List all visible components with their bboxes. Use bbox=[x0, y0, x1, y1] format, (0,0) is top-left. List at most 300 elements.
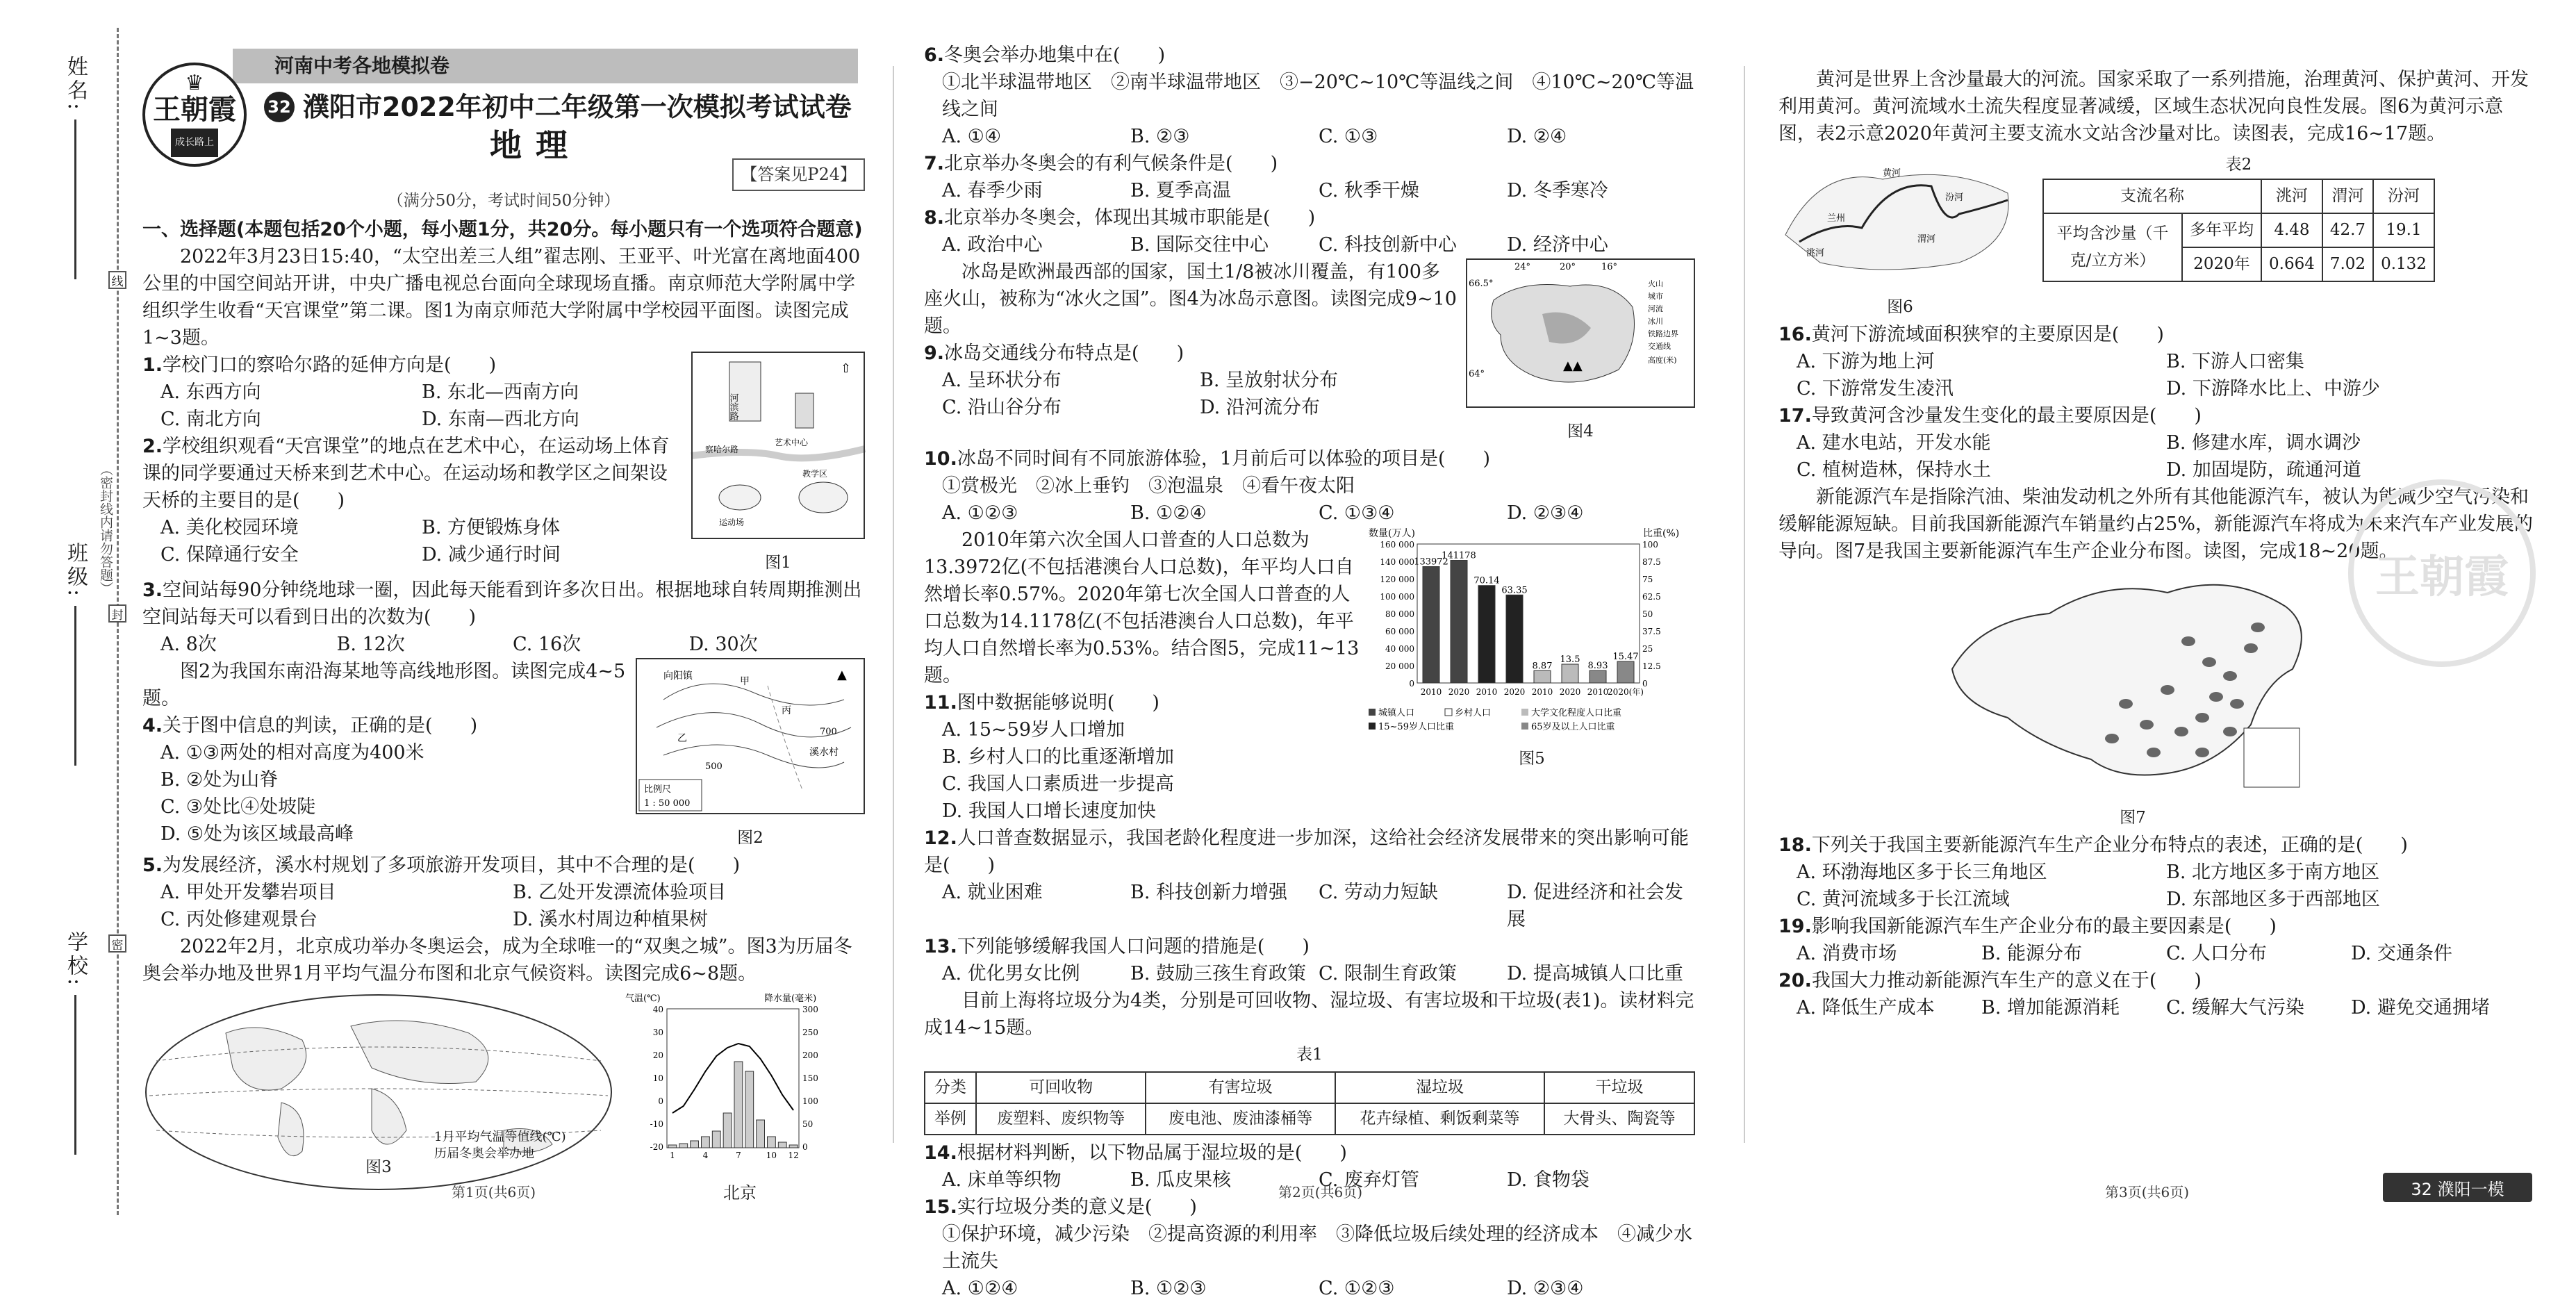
brand-logo bbox=[142, 63, 247, 167]
page-number: 第3页(共6页) bbox=[2105, 1184, 2190, 1201]
svg-text:城镇人口: 城镇人口 bbox=[1378, 708, 1415, 718]
q16-options bbox=[1778, 348, 2536, 402]
page-divider bbox=[1744, 66, 1745, 1143]
q10-items: ①赏极光 ②冰上垂钓 ③泡温泉 ④看午夜太阳 bbox=[942, 475, 1355, 497]
tick-label: 1 bbox=[670, 1151, 675, 1160]
option[interactable]: A. 床单等织物 bbox=[942, 1169, 1062, 1191]
tick-label: 8.87 bbox=[1532, 661, 1553, 672]
precip-bar bbox=[778, 1142, 786, 1148]
precip-ticks bbox=[802, 1005, 818, 1152]
figure-caption: 图1 bbox=[765, 554, 791, 572]
tick-label: 70.14 bbox=[1473, 575, 1500, 586]
option[interactable]: D. ②④ bbox=[1507, 126, 1567, 147]
option[interactable]: B. 增加能源消耗 bbox=[1981, 997, 2120, 1019]
option[interactable]: B. 下游人口密集 bbox=[2166, 351, 2305, 372]
table-cell: 19.1 bbox=[2373, 213, 2434, 247]
table-cell: 干垃圾 bbox=[1544, 1072, 1694, 1103]
factory-dot bbox=[2230, 699, 2244, 709]
factory-dot bbox=[2195, 748, 2209, 757]
tick-label: 133972 bbox=[1414, 557, 1448, 568]
fig1-label: 艺术中心 bbox=[775, 438, 809, 447]
pop-legend bbox=[1369, 707, 1621, 732]
option[interactable]: C. 保障通行安全 bbox=[160, 544, 299, 566]
precip-axis-label: 降水量(毫米) bbox=[764, 994, 817, 1004]
exam-title bbox=[264, 92, 852, 122]
tick-label: 100 000 bbox=[1380, 592, 1414, 602]
option[interactable]: D. ⑤处为该区域最高峰 bbox=[160, 823, 354, 845]
option[interactable]: B. 方便锻炼身体 bbox=[422, 517, 561, 538]
logo-tag: 成长路上 bbox=[171, 129, 218, 157]
fig1-label: 河滨路 bbox=[727, 393, 738, 420]
table-cell: 42.7 bbox=[2322, 213, 2373, 247]
seal-notice: （密封线内请勿答题） bbox=[97, 459, 114, 599]
figure-5 bbox=[1369, 527, 1695, 825]
q15-items: ①保护环境，减少污染 ②提高资源的利用率 ③降低垃圾后续处理的经济成本 ④减少水土流失 bbox=[942, 1223, 1692, 1272]
table-cell: 花卉绿植、剩饭剩菜等 bbox=[1335, 1103, 1544, 1135]
option[interactable]: B. 乡村人口的比重逐渐增加 bbox=[942, 746, 1175, 768]
option[interactable]: A. ①③两处的相对高度为400米 bbox=[160, 742, 424, 764]
q9-10-block bbox=[924, 258, 1695, 445]
option[interactable]: D. 交通条件 bbox=[2351, 943, 2452, 964]
figure-caption: 图5 bbox=[1519, 750, 1545, 768]
factory-dot bbox=[2105, 734, 2119, 743]
score-info: （满分50分，考试时间50分钟） bbox=[387, 192, 620, 210]
option[interactable]: A. ①②④ bbox=[942, 1278, 1018, 1299]
option[interactable]: D. 食物袋 bbox=[1507, 1169, 1590, 1191]
table-caption: 表1 bbox=[1296, 1046, 1323, 1064]
option[interactable]: D. 冬季寒冷 bbox=[1507, 180, 1608, 201]
precip-bar bbox=[768, 1137, 776, 1148]
option[interactable]: D. 东部地区多于西部地区 bbox=[2166, 889, 2380, 910]
option[interactable]: A. 8次 bbox=[160, 634, 217, 655]
volcano-icon: ▲▲ bbox=[1563, 359, 1583, 373]
name-label: 姓名: bbox=[63, 56, 88, 113]
factory-dot bbox=[2195, 713, 2209, 723]
intro-paragraph: 2010年第六次全国人口普查的人口总数为13.3972亿(不包括港澳台人口总数)，年平均人口自然增长率0.57%。2020年第七次全国人口普查的人口总数为14.1178亿(不包括港澳台人口总数)，年平均人口自然增长率为0.53%。结合图5，完成11~13题。 bbox=[924, 529, 1360, 686]
table-row bbox=[2043, 213, 2434, 247]
figure-1 bbox=[691, 352, 865, 577]
option[interactable]: C. 人口分布 bbox=[2166, 943, 2267, 964]
table-cell: 洮河 bbox=[2261, 179, 2322, 213]
fig3-legend-box bbox=[434, 1129, 566, 1162]
factory-dot bbox=[2244, 643, 2258, 653]
figure-4 bbox=[1466, 258, 1695, 445]
tick-label: 0 bbox=[1642, 679, 1648, 689]
option[interactable]: D. ②③④ bbox=[1507, 502, 1584, 524]
option[interactable]: D. 避免交通拥堵 bbox=[2351, 997, 2490, 1019]
month-ticks bbox=[670, 1151, 799, 1160]
tick-label: 40 000 bbox=[1385, 644, 1414, 654]
seal-mark: 线 bbox=[108, 271, 126, 289]
lon-label: 20° bbox=[1560, 262, 1576, 272]
tick-label: 30 bbox=[652, 1028, 663, 1037]
option[interactable]: C. 下游常发生凌汛 bbox=[1797, 378, 1954, 399]
name-blank[interactable] bbox=[74, 120, 76, 279]
population-chart bbox=[1369, 527, 1695, 735]
option[interactable]: A. 政治中心 bbox=[942, 234, 1043, 256]
precip-bar bbox=[668, 1145, 677, 1148]
tick-label: 10 bbox=[766, 1151, 777, 1160]
question-4: 4.关于图中信息的判读，正确的是( ) bbox=[142, 715, 478, 736]
pop-bar bbox=[1590, 670, 1606, 683]
tick-label: 140 000 bbox=[1380, 557, 1414, 567]
factory-dot bbox=[2161, 685, 2174, 695]
q13-options bbox=[924, 960, 1695, 987]
option[interactable]: C. ①③④ bbox=[1319, 502, 1395, 524]
precip-bar bbox=[789, 1145, 798, 1148]
tick-label: 2020 bbox=[1559, 687, 1581, 697]
factory-dot bbox=[2140, 720, 2154, 730]
tick-label: 50 bbox=[1642, 609, 1653, 619]
factory-dot bbox=[2147, 748, 2161, 757]
fig1-label: 运动场 bbox=[719, 518, 745, 527]
option[interactable]: D. 经济中心 bbox=[1507, 234, 1608, 256]
q4-5-block bbox=[142, 658, 865, 852]
option[interactable]: B. 国际交往中心 bbox=[1130, 234, 1269, 256]
option[interactable]: A. 15~59岁人口增加 bbox=[942, 719, 1125, 741]
precip-bar bbox=[679, 1144, 688, 1148]
tick-label: 100 bbox=[1642, 540, 1658, 550]
option[interactable]: C. 植树造林，保持水土 bbox=[1797, 459, 1991, 481]
tick-label: 150 bbox=[802, 1073, 818, 1083]
tick-label: 4 bbox=[702, 1151, 709, 1160]
q2-options bbox=[142, 514, 683, 568]
svg-text:大学文化程度人口比重: 大学文化程度人口比重 bbox=[1531, 708, 1622, 718]
fig6-label: 兰州 bbox=[1827, 213, 1846, 224]
precip-bar bbox=[702, 1137, 710, 1148]
option[interactable]: B. 呈放射状分布 bbox=[1200, 370, 1339, 391]
q19-options bbox=[1778, 940, 2536, 967]
school-field bbox=[40, 931, 110, 1155]
question-2: 2.学校组织观看“天宫课堂”的地点在艺术中心，在运动场上体育课的同学要通过天桥来到艺术中心。在运动场和教学区之间架设天桥的主要目的是( ) bbox=[142, 436, 670, 511]
lon-label: 16° bbox=[1601, 262, 1618, 272]
option[interactable]: D. ②③④ bbox=[1507, 1278, 1584, 1299]
q17-options bbox=[1778, 429, 2536, 484]
page-number: 第2页(共6页) bbox=[1278, 1184, 1363, 1201]
factory-dot bbox=[2202, 657, 2216, 667]
option[interactable]: C. 废弃灯管 bbox=[1319, 1169, 1419, 1191]
tick-label: 80 000 bbox=[1385, 609, 1414, 619]
svg-text:河流: 河流 bbox=[1648, 304, 1663, 313]
option[interactable]: B. ②③ bbox=[1130, 126, 1190, 147]
fig6-table2-block bbox=[1778, 151, 2536, 321]
option[interactable]: A. 降低生产成本 bbox=[1797, 997, 1935, 1019]
section-heading: 一、选择题(本题包括20个小题，每小题1分，共20分。每小题只有一个选项符合题意) bbox=[142, 219, 863, 240]
option[interactable]: D. 沿河流分布 bbox=[1200, 397, 1320, 418]
table-cell: 有害垃圾 bbox=[1146, 1072, 1335, 1103]
fig2-label: 丙 bbox=[782, 705, 791, 716]
intro-paragraph: 冰岛是欧洲最西部的国家，国土1/8被冰川覆盖，有100多座火山，被称为“冰火之国”。图4为冰岛示意图。读图完成9~10题。 bbox=[924, 261, 1457, 337]
q3-options bbox=[142, 631, 865, 658]
contour-map bbox=[636, 658, 865, 814]
pop-x-ticks bbox=[1421, 686, 1644, 697]
pop-bar bbox=[1451, 561, 1467, 683]
temp-axis-label: 气温(℃) bbox=[625, 994, 661, 1004]
option[interactable]: B. 修建水库，调水调沙 bbox=[2166, 432, 2361, 454]
figure-caption: 图6 bbox=[1887, 298, 1913, 316]
question-7: 7.北京举办冬奥会的有利气候条件是( ) bbox=[924, 153, 1278, 174]
option[interactable]: A. ①②③ bbox=[942, 502, 1018, 524]
q18-options bbox=[1778, 859, 2536, 913]
q1-options bbox=[142, 379, 683, 433]
tick-label: 15.47 bbox=[1612, 652, 1639, 663]
option[interactable]: C. ③处比④处坡陡 bbox=[160, 796, 316, 818]
tick-label: 60 000 bbox=[1385, 627, 1414, 636]
option[interactable]: B. 能源分布 bbox=[1981, 943, 2083, 964]
tick-label: 20 bbox=[652, 1050, 663, 1060]
table-cell: 废塑料、废织物等 bbox=[976, 1103, 1146, 1135]
option[interactable]: C. 劳动力短缺 bbox=[1319, 882, 1438, 903]
table-cell: 可回收物 bbox=[976, 1072, 1146, 1103]
table-row bbox=[2043, 179, 2434, 213]
option[interactable]: C. 我国人口素质进一步提高 bbox=[942, 773, 1174, 795]
tick-label: 7 bbox=[736, 1151, 741, 1160]
option[interactable]: A. 呈环状分布 bbox=[942, 370, 1062, 391]
table-cell: 渭河 bbox=[2322, 179, 2373, 213]
table-2 bbox=[2042, 151, 2435, 282]
option[interactable]: B. 夏季高温 bbox=[1130, 180, 1232, 201]
option[interactable]: B. 科技创新力增强 bbox=[1130, 882, 1288, 903]
option[interactable]: A. 甲处开发攀岩项目 bbox=[160, 882, 336, 903]
q1-3-block bbox=[142, 352, 865, 577]
tick-label: 300 bbox=[802, 1005, 818, 1014]
question-18: 18.下列关于我国主要新能源汽车生产企业分布特点的表述，正确的是( ) bbox=[1778, 834, 2408, 856]
option[interactable]: C. 科技创新中心 bbox=[1319, 234, 1457, 256]
option[interactable]: C. 沿山谷分布 bbox=[942, 397, 1062, 418]
option[interactable]: D. 减少通行时间 bbox=[422, 544, 561, 566]
q6-items: ①北半球温带地区 ②南半球温带地区 ③−20℃~10℃等温线之间 ④10℃~20℃等温线之间 bbox=[942, 72, 1694, 120]
intro-paragraph: 黄河是世界上含沙量最大的河流。国家采取了一系列措施，治理黄河、保护黄河、开发利用黄河。黄河流域水土流失程度显著减缓，区域生态状况向良性发展。图6为黄河示意图，表2示意2020年黄河主要支流水文站含沙量对比。读图表，完成16~17题。 bbox=[1778, 69, 2529, 145]
page-2 bbox=[924, 42, 1695, 1302]
factory-dot bbox=[2223, 727, 2237, 736]
fig2-label: 向阳镇 bbox=[663, 670, 693, 682]
option[interactable]: B. ①②④ bbox=[1130, 502, 1207, 524]
option[interactable]: A. ①④ bbox=[942, 126, 1002, 147]
table-cell: 举例 bbox=[925, 1103, 976, 1135]
option[interactable]: C. 黄河流域多于长江流域 bbox=[1797, 889, 2010, 910]
option[interactable]: C. 限制生育政策 bbox=[1319, 963, 1457, 984]
question-12: 12.人口普查数据显示，我国老龄化程度进一步加深，这给社会经济发展带来的突出影响可能是( ) bbox=[924, 827, 1689, 876]
fig6-label: 黄河 bbox=[1883, 168, 1901, 179]
exam-header bbox=[142, 49, 865, 212]
pop-bar bbox=[1617, 661, 1634, 683]
climate-city: 北京 bbox=[723, 1183, 757, 1203]
tick-label: 2020 bbox=[1448, 687, 1470, 697]
garbage-table bbox=[924, 1071, 1695, 1135]
question-13: 13.下列能够缓解我国人口问题的措施是( ) bbox=[924, 936, 1310, 957]
svg-text:铁路边界: 铁路边界 bbox=[1648, 329, 1678, 338]
option[interactable]: C. 丙处修建观景台 bbox=[160, 909, 317, 930]
fig1-label: 察哈尔路 bbox=[705, 445, 739, 454]
option[interactable]: C. ①③ bbox=[1319, 126, 1378, 147]
tick-label: 37.5 bbox=[1642, 627, 1661, 636]
subject-title: 地理 bbox=[490, 126, 581, 164]
option[interactable]: A. 就业困难 bbox=[942, 882, 1043, 903]
fig2-label: 乙 bbox=[677, 733, 687, 744]
tick-label: 62.5 bbox=[1642, 592, 1661, 602]
option[interactable]: A. 优化男女比例 bbox=[942, 963, 1080, 984]
option[interactable]: B. 鼓励三孩生育政策 bbox=[1130, 963, 1307, 984]
left-ticks bbox=[1380, 540, 1414, 689]
class-blank[interactable] bbox=[74, 606, 76, 766]
intro-paragraph: 2022年2月，北京成功举办冬奥运会，成为全球唯一的“双奥之城”。图3为历届冬奥会举办地及世界1月平均气温分布图和北京气候资料。读图完成6~8题。 bbox=[142, 936, 852, 984]
q15-options bbox=[924, 1275, 1695, 1302]
climate-chart bbox=[625, 991, 854, 1172]
tick-label: 25 bbox=[1642, 644, 1653, 654]
option[interactable]: D. 30次 bbox=[688, 634, 758, 655]
option[interactable]: B. 12次 bbox=[336, 634, 405, 655]
tick-label: 87.5 bbox=[1642, 557, 1661, 567]
exam-number-badge: 32 bbox=[264, 92, 295, 122]
option[interactable]: C. 缓解大气污染 bbox=[2166, 997, 2304, 1019]
north-arrow-icon: ▲ bbox=[837, 668, 847, 682]
option[interactable]: C. 16次 bbox=[513, 634, 581, 655]
option[interactable]: D. 加固堤防，疏通河道 bbox=[2166, 459, 2361, 481]
left-axis-label: 数量(万人) bbox=[1369, 528, 1415, 539]
tick-label: 10 bbox=[652, 1073, 663, 1083]
school-label: 学校: bbox=[63, 931, 88, 989]
option[interactable]: A. 东西方向 bbox=[160, 381, 261, 403]
table-cell: 大骨头、陶瓷等 bbox=[1544, 1103, 1694, 1135]
factory-dot bbox=[2174, 727, 2188, 736]
tick-label: 141178 bbox=[1442, 550, 1476, 561]
q9-options bbox=[924, 367, 1458, 421]
lon-label: 24° bbox=[1514, 262, 1531, 272]
svg-text:城市: 城市 bbox=[1648, 292, 1663, 301]
q10-options bbox=[924, 500, 1695, 527]
option[interactable]: D. 促进经济和社会发展 bbox=[1507, 882, 1683, 930]
precip-bar bbox=[757, 1120, 765, 1148]
table-cell: 4.48 bbox=[2261, 213, 2322, 247]
tick-label: 0 bbox=[1409, 679, 1414, 689]
option[interactable]: D. 溪水村周边种植果树 bbox=[513, 909, 708, 930]
q11-block bbox=[924, 527, 1695, 825]
table-row bbox=[925, 1072, 1694, 1103]
option[interactable]: B. 瓜皮果核 bbox=[1130, 1169, 1232, 1191]
seal-mark: 密 bbox=[108, 934, 126, 953]
precip-bar bbox=[734, 1062, 743, 1148]
table-cell: 湿垃圾 bbox=[1335, 1072, 1544, 1103]
figure-caption: 图3 bbox=[365, 1158, 392, 1176]
question-11: 11.图中数据能够说明( ) bbox=[924, 692, 1159, 714]
q20-options bbox=[1778, 994, 2536, 1021]
option[interactable]: B. ①②③ bbox=[1130, 1278, 1207, 1299]
table-caption: 表2 bbox=[2225, 156, 2252, 174]
brand-watermark: 王朝霞 bbox=[2348, 479, 2536, 667]
pop-bar bbox=[1506, 595, 1523, 683]
tick-label: 8.93 bbox=[1587, 661, 1608, 672]
question-20: 20.我国大力推动新能源汽车生产的意义在于( ) bbox=[1778, 970, 2202, 991]
option[interactable]: D. 我国人口增长速度加快 bbox=[942, 800, 1156, 822]
option[interactable]: D. 东南—西北方向 bbox=[422, 409, 579, 430]
table-cell: 0.132 bbox=[2373, 247, 2434, 281]
option[interactable]: C. 南北方向 bbox=[160, 409, 261, 430]
school-blank[interactable] bbox=[74, 995, 76, 1155]
intro-paragraph: 图2为我国东南沿海某地等高线地形图。读图完成4~5题。 bbox=[142, 661, 626, 709]
option[interactable]: B. 北方地区多于南方地区 bbox=[2166, 862, 2380, 883]
binding-strip bbox=[0, 0, 122, 1243]
legend-item: 1月平均气温等值线(℃) bbox=[434, 1130, 566, 1144]
logo-brand: 王朝霞 bbox=[153, 92, 236, 126]
tick-label: 0 bbox=[802, 1142, 808, 1152]
intro-paragraph: 新能源汽车是指除汽油、柴油发动机之外所有其他能源汽车，被认为能减少空气污染和缓解能源短缺。目前我国新能源汽车销量约占25%，新能源汽车将成为未来汽车产业发展的导向。图7是我国主要新能源汽车生产企业分布图。读图，完成18~20题。 bbox=[1778, 486, 2534, 562]
tick-label: 120 000 bbox=[1380, 575, 1414, 584]
north-arrow-icon: ⇧ bbox=[841, 361, 852, 376]
option[interactable]: D. 下游降水比上、中游少 bbox=[2166, 378, 2380, 399]
question-19: 19.影响我国新能源汽车生产企业分布的最主要因素是( ) bbox=[1778, 916, 2277, 937]
option[interactable]: C. 秋季干燥 bbox=[1319, 180, 1419, 201]
option[interactable]: B. 乙处开发漂流体验项目 bbox=[513, 882, 727, 903]
tick-label: 2020(年) bbox=[1608, 687, 1644, 697]
figure-6 bbox=[1778, 151, 2022, 321]
option[interactable]: B. ②处为山脊 bbox=[160, 769, 279, 791]
table-cell: 2020年 bbox=[2182, 247, 2261, 281]
option[interactable]: A. 下游为地上河 bbox=[1797, 351, 1935, 372]
lat-label: 66.5° bbox=[1469, 279, 1494, 289]
fig6-label: 汾河 bbox=[1945, 192, 1964, 203]
factory-dot bbox=[2181, 636, 2195, 646]
class-label: 班级: bbox=[63, 542, 88, 600]
tick-label: 12.5 bbox=[1642, 661, 1661, 671]
option[interactable]: D. 提高城镇人口比重 bbox=[1507, 963, 1683, 984]
page-number: 第1页(共6页) bbox=[452, 1184, 536, 1201]
figure-caption: 图7 bbox=[2120, 809, 2146, 827]
intro-paragraph: 目前上海将垃圾分为4类，分别是可回收物、湿垃圾、有害垃圾和干垃圾(表1)。读材料完成14~15题。 bbox=[924, 990, 1694, 1039]
table-cell: 汾河 bbox=[2373, 179, 2434, 213]
series-banner: 河南中考各地模拟卷 bbox=[233, 49, 858, 83]
option[interactable]: A. 建水电站，开发水能 bbox=[1797, 432, 1991, 454]
svg-text:65岁及以上人口比重: 65岁及以上人口比重 bbox=[1531, 722, 1615, 732]
svg-text:高度(米): 高度(米) bbox=[1648, 356, 1677, 365]
tick-label: 0 bbox=[658, 1096, 663, 1106]
option[interactable]: C. ①②③ bbox=[1319, 1278, 1395, 1299]
figure-7 bbox=[1938, 565, 2327, 832]
question-15: 15.实行垃圾分类的意义是( ) bbox=[924, 1196, 1197, 1218]
fig1-label: 教学区 bbox=[802, 469, 828, 479]
option[interactable]: A. 美化校园环境 bbox=[160, 517, 299, 538]
fig6-label: 渭河 bbox=[1917, 234, 1936, 245]
fig2-label: 1 : 50 000 bbox=[644, 798, 691, 809]
option[interactable]: B. 东北—西南方向 bbox=[422, 381, 579, 403]
svg-text:冰川: 冰川 bbox=[1648, 317, 1663, 326]
question-16: 16.黄河下游流域面积狭窄的主要原因是( ) bbox=[1778, 324, 2164, 345]
question-5: 5.为发展经济，溪水村规划了多项旅游开发项目，其中不合理的是( ) bbox=[142, 855, 741, 876]
temp-ticks bbox=[650, 1005, 663, 1152]
tick-label: -20 bbox=[650, 1142, 663, 1152]
option[interactable]: A. 环渤海地区多于长三角地区 bbox=[1797, 862, 2047, 883]
table-cell: 分类 bbox=[925, 1072, 976, 1103]
svg-text:15~59岁人口比重: 15~59岁人口比重 bbox=[1378, 722, 1454, 732]
question-17: 17.导致黄河含沙量发生变化的最主要原因是( ) bbox=[1778, 405, 2202, 427]
question-9: 9.冰岛交通线分布特点是( ) bbox=[924, 343, 1184, 364]
option[interactable]: A. 消费市场 bbox=[1797, 943, 1897, 964]
tick-label: 63.35 bbox=[1501, 585, 1528, 596]
seal-mark: 封 bbox=[108, 604, 126, 623]
table-cell: 支流名称 bbox=[2043, 179, 2261, 213]
tick-label: 20 000 bbox=[1385, 661, 1414, 671]
svg-text:交通线: 交通线 bbox=[1648, 342, 1671, 351]
option[interactable]: A. 春季少雨 bbox=[942, 180, 1043, 201]
tick-label: 75 bbox=[1642, 575, 1653, 584]
tick-label: 2020 bbox=[1503, 687, 1526, 697]
precip-bar bbox=[745, 1071, 754, 1148]
fig2-label: 500 bbox=[705, 761, 723, 772]
tick-label: -10 bbox=[650, 1119, 663, 1129]
yellow-river-map bbox=[1778, 151, 2022, 283]
factory-dot bbox=[2251, 623, 2265, 632]
figure-3 bbox=[142, 991, 865, 1207]
campus-map bbox=[691, 352, 865, 539]
